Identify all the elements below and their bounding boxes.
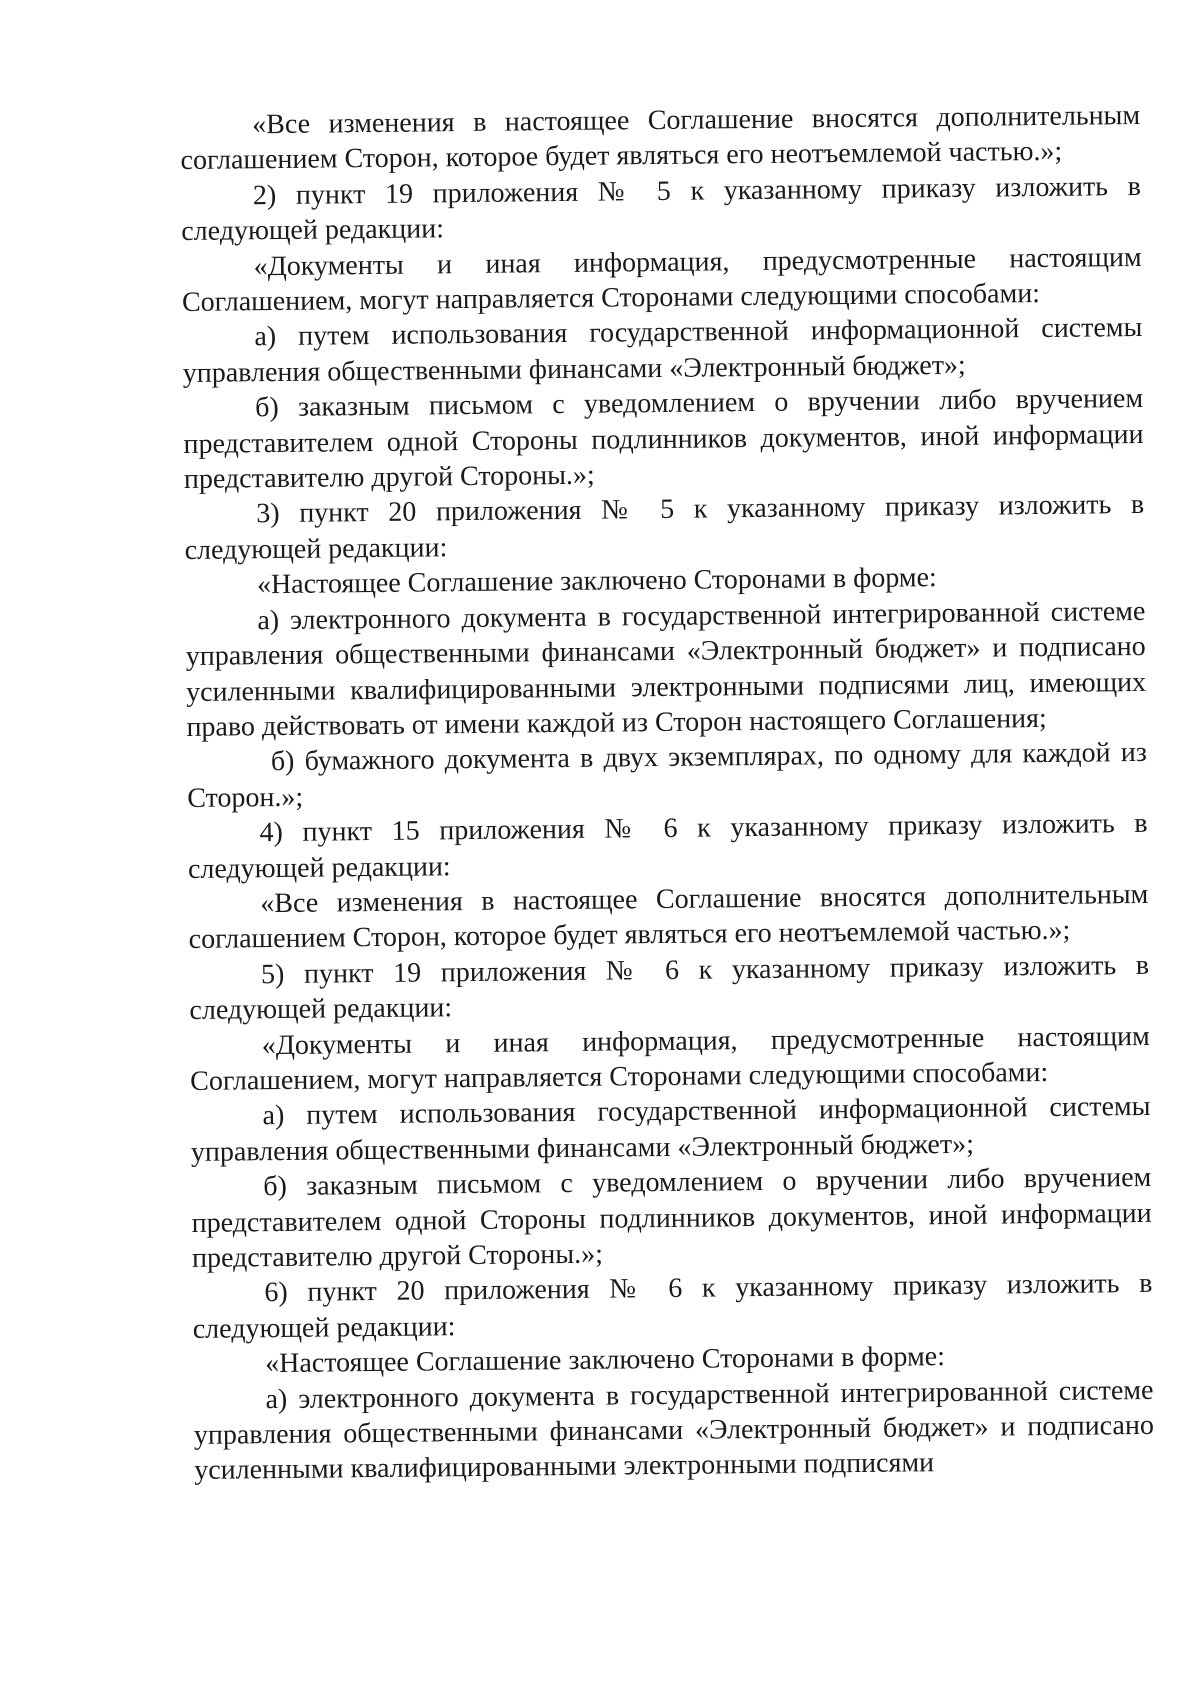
document-body bbox=[180, 98, 1154, 1489]
paragraph-4: а) путем использования государственной информационной системы управления общественными финансами «Электронный бюджет»; bbox=[182, 312, 1143, 389]
paragraph-9: б) бумажного документа в двух экземплярах, по одному для каждой из Сторон.»; bbox=[187, 737, 1147, 814]
paragraph-3: «Документы и иная информация, предусмотренные настоящим Соглашением, могут направляется Сторонами следующими способами: bbox=[181, 241, 1142, 319]
paragraph-8: а) электронного документа в государственной интегрированной системе управления общественными финансами «Электронный бюджет» и подписано усиленными квалифицированными электронными подписями лиц, имеющих право действовать от имени каждой из Сторон настоящего Соглашения; bbox=[185, 595, 1147, 743]
paragraph-14: а) путем использования государственной информационной системы управления общественными финансами «Электронный бюджет»; bbox=[190, 1091, 1151, 1168]
paragraph-13: «Документы и иная информация, предусмотренные настоящим Соглашением, могут направляется Сторонами следующими способами: bbox=[190, 1020, 1150, 1097]
paragraph-6: 3) пункт 20 приложения № 5 к указанному приказу изложить в следующей редакции: bbox=[184, 489, 1145, 566]
paragraph-10: 4) пункт 15 приложения № 6 к указанному приказу изложить в следующей редакции: bbox=[187, 808, 1148, 885]
paragraph-11: «Все изменения в настоящее Соглашение вносятся дополнительным соглашением Сторон, которое будет являться его неотъемлемой частью.»; bbox=[188, 878, 1149, 956]
paragraph-5: б) заказным письмом с уведомлением о вручении либо вручением представителем одной Стороны подлинников документов, иной информации представителю другой Стороны.»; bbox=[183, 383, 1144, 496]
paragraph-15: б) заказным письмом с уведомлением о вручении либо вручением представителем одной Стороны подлинников документов, иной информации представителю другой Стороны.»; bbox=[191, 1162, 1152, 1274]
paragraph-17: «Настоящее Соглашение заключено Сторонами в форме: bbox=[264, 1341, 946, 1380]
paragraph-16: 6) пункт 20 приложения № 6 к указанному приказу изложить в следующей редакции: bbox=[192, 1268, 1153, 1345]
paragraph-1: «Все изменения в настоящее Соглашение вносятся дополнительным соглашением Сторон, которое будет являться его неотъемлемой частью.»; bbox=[180, 99, 1141, 177]
paragraph-12: 5) пункт 19 приложения № 6 к указанному приказу изложить в следующей редакции: bbox=[189, 949, 1150, 1027]
paragraph-2: 2) пункт 19 приложения № 5 к указанному приказу изложить в следующей редакции: bbox=[181, 170, 1142, 248]
paragraph-18: а) электронного документа в государственной интегрированной системе управления общественными финансами «Электронный бюджет» и подписано усиленными квалифицированными электронными подписями bbox=[193, 1374, 1155, 1487]
paragraph-7: «Настоящее Соглашение заключено Сторонами в форме: bbox=[256, 562, 937, 601]
